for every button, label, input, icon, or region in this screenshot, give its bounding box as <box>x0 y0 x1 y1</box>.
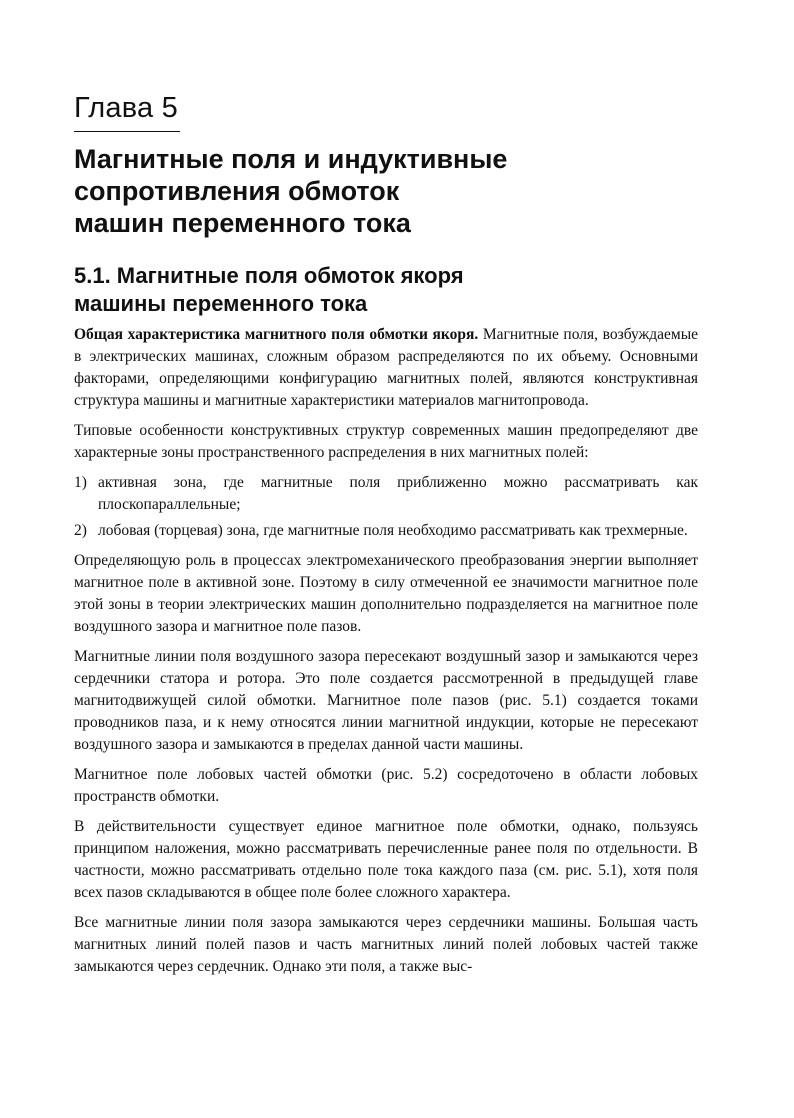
chapter-title-line: сопротивления обмоток <box>74 176 400 206</box>
paragraph-lead: Общая характеристика магнитного поля обмотки якоря. <box>74 326 479 343</box>
list-text: лобовая (торцевая) зона, где магнитные поля необходимо рассматривать как трехмерные. <box>98 522 688 539</box>
paragraph: Типовые особенности конструктивных структур современных машин предопределяют две характерные зоны пространственного распределения в них магнитных полей: <box>74 422 698 461</box>
list-number: 1) <box>74 474 87 491</box>
paragraph <box>74 324 698 412</box>
list-text: активная зона, где магнитные поля приближенно можно рассматривать как плоскопараллельные; <box>98 474 698 513</box>
body-text <box>74 324 698 986</box>
section-title-line: 5.1. Магнитные поля обмоток якоря <box>74 263 464 288</box>
list-item <box>74 472 698 516</box>
list-item <box>74 520 698 542</box>
chapter-title-line: машин переменного тока <box>74 208 411 238</box>
paragraph: В действительности существует единое магнитное поле обмотки, однако, пользуясь принципом наложения, можно рассматривать перечисленные ранее поля по отдельности. В частности, можно рассматривать отдельно поле тока каждого паза (см. рис. 5.1), хотя поля всех пазов складываются в общее поле более сложного характера. <box>74 818 698 901</box>
chapter-title-line: Магнитные поля и индуктивные <box>74 144 508 174</box>
list-number: 2) <box>74 522 87 539</box>
paragraph: Магнитное поле лобовых частей обмотки (рис. 5.2) сосредоточено в области лобовых пространств обмотки. <box>74 766 698 805</box>
paragraph: Все магнитные линии поля зазора замыкаются через сердечники машины. Большая часть магнитных линий полей пазов и часть магнитных линий полей лобовых частей также замыкаются через сердечник. Однако эти поля, а также выс- <box>74 914 698 975</box>
chapter-label: Глава 5 <box>74 92 178 124</box>
chapter-title <box>74 143 714 239</box>
paragraph-text: Магнитные поля, возбуждаемые в электрических машинах, сложным образом распределяются по их объему. Основными факторами, определяющими конфигурацию магнитных полей, являются конструктивная структура машины и магнитные характеристики материалов магнитопровода. <box>74 326 699 409</box>
paragraph: Определяющую роль в процессах электромеханического преобразования энергии выполняет магнитное поле в активной зоне. Поэтому в силу отмеченной ее значимости магнитное поле этой зоны в теории электрических машин дополнительно подразделяется на магнитное поле воздушного зазора и магнитное поле пазов. <box>74 552 698 635</box>
section-title-line: машины переменного тока <box>74 291 368 316</box>
paragraph: Магнитные линии поля воздушного зазора пересекают воздушный зазор и замыкаются через сердечники статора и ротора. Это поле создается рассмотренной в предыдущей главе магнитодвижущей силой обмотки. Магнитное поле пазов (рис. 5.1) создается токами проводников паза, и к нему относятся линии магнитной индукции, которые не пересекают воздушного зазора и замыкаются в пределах данной части машины. <box>74 648 698 753</box>
section-title <box>74 262 714 318</box>
chapter-underline <box>74 131 180 132</box>
